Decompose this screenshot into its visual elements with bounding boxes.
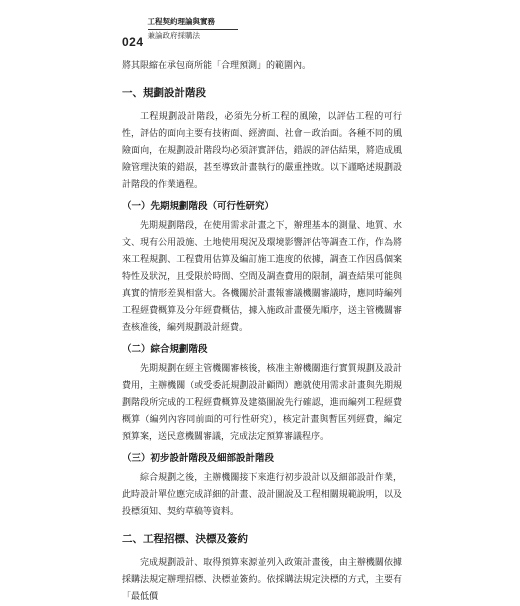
running-head (148, 17, 238, 41)
subsection-paragraph-preliminary-planning: 先期規劃階段，在使用需求計畫之下，辦理基本的測量、地質、水文、現有公用設施、土地使用現況及環境影響評估等調查工作，作為將來工程規劃、工程費用估算及編訂施工進度的依據，調查工作因爲個案特性及狀況，且受限於時間、空間及調查費用的限制，調查結果可能與真實的情形差異相當大。各機關於計畫報審議機關審議時，應同時編列工程經費概算及分年經費概估，據入施政計畫優先順序，送主管機關審查核准後，編列規劃設計經費。 (122, 221, 402, 333)
intro-line: 將其限縮在承包商所能「合理預測」的範圍內。 (122, 61, 312, 71)
section-heading-planning-design: 一、規劃設計階段 (122, 87, 206, 99)
subsection-heading-comprehensive-planning: （二）綜合規劃階段 (122, 344, 208, 355)
subsection-paragraph-comprehensive-planning: 先期規劃在經主管機關審核後，核准主辦機關進行實質規劃及設計費用，主辦機關（或受委託規劃設計顧問）應就使用需求計畫與先期規劃階段所完成的工程經費概算及建築圖說先行確認，進而編列工程經費概算（編列內容同前面的可行性研究），核定計畫與暫匡列經費，編定預算案，送民意機關審議，完成法定預算審議程序。 (122, 364, 402, 442)
subsection-heading-design-stages: （三）初步設計階段及細部設計階段 (122, 453, 275, 464)
page-number: 024 (122, 35, 144, 49)
section-heading-tender-award: 二、工程招標、決標及簽約 (122, 533, 248, 545)
page-header (122, 17, 238, 49)
subsection-heading-preliminary-planning: （一）先期規劃階段（可行性研究） (122, 201, 275, 212)
book-title: 工程契約理論與實務 (147, 17, 216, 26)
page-body (122, 58, 402, 606)
book-subtitle: 兼論政府採購法 (148, 29, 238, 41)
section-paragraph-planning-design: 工程規劃設計階段，必須先分析工程的風險，以評估工程的可行性，評估的面向主要有技術面、經濟面、社會－政治面。各種不同的風險面向，在規劃設計階段均必須評實評估，錯誤的評估結果，將造成風險管理決策的錯誤，甚至導致計畫執行的嚴重挫敗。以下謹略述規劃設計階段的作業過程。 (122, 112, 402, 190)
section-paragraph-tender-award: 完成規劃設計、取得預算來源並列入政策計畫後，由主辦機關依據採購法規定辦理招標、決標並簽約。依採購法規定決標的方式，主要有「最低價 (122, 558, 402, 602)
subsection-paragraph-design-stages: 綜合規劃之後，主辦機關接下來進行初步設計以及細部設計作業，此時設計單位應完成詳細的計畫、設計圖說及工程相關規範說明，以及投標須知、契約草稿等資料。 (122, 473, 402, 517)
